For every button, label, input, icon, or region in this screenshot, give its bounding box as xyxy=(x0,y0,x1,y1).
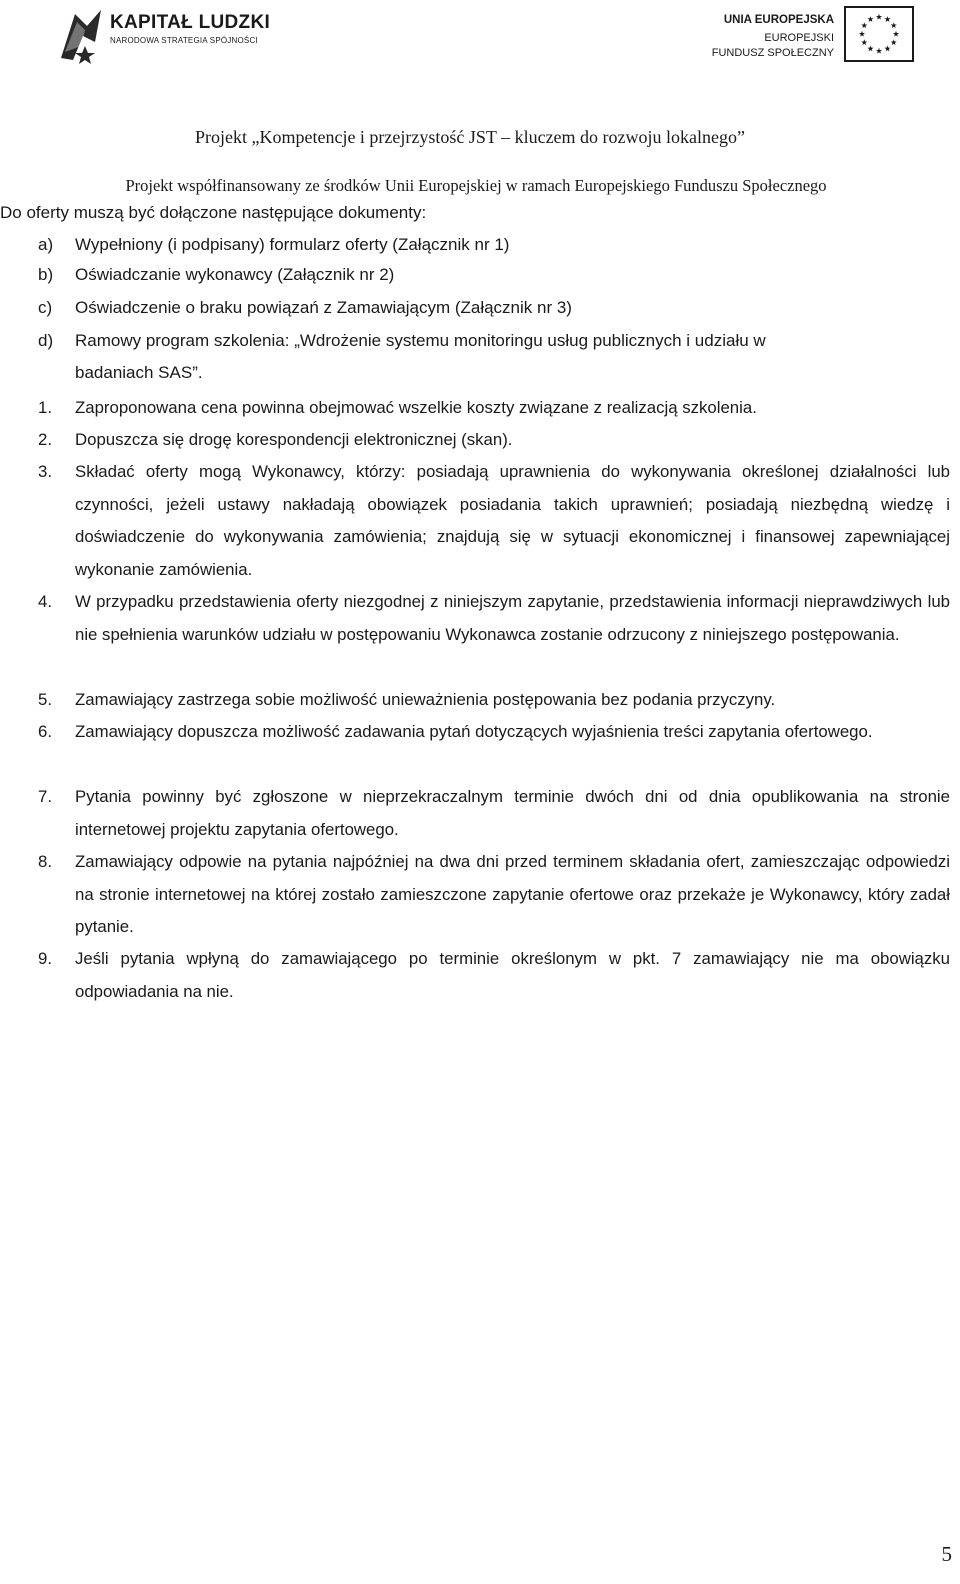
eu-logo-line2: EUROPEJSKI xyxy=(764,32,834,44)
numbered-item-1 xyxy=(38,392,950,425)
item-label: a) xyxy=(38,235,54,254)
page-number: 5 xyxy=(941,1542,952,1566)
item-number: 9. xyxy=(38,949,52,968)
numbered-item-2 xyxy=(38,424,950,457)
kapital-ludzki-title: KAPITAŁ LUDZKI xyxy=(110,12,271,33)
item-text: Pytania powinny być zgłoszone w nieprzekraczalnym terminie dwóch dni od dnia opublikowania na stronie internetowej projektu zapytania ofertowego. xyxy=(75,787,950,839)
kapital-ludzki-subtitle: NARODOWA STRATEGIA SPÓJNOŚCI xyxy=(110,36,258,45)
documents-intro: Do oferty muszą być dołączone następujące dokumenty: xyxy=(0,203,427,222)
numbered-item-8 xyxy=(38,846,950,944)
eu-flag-icon xyxy=(844,6,914,62)
item-text: Oświadczenie o braku powiązań z Zamawiającym (Załącznik nr 3) xyxy=(75,298,572,317)
numbered-item-7 xyxy=(38,781,950,846)
item-text: Dopuszcza się drogę korespondencji elektronicznej (skan). xyxy=(75,430,513,449)
item-text: W przypadku przedstawienia oferty niezgodnej z niniejszym zapytanie, przedstawienia informacji nieprawdziwych lub nie spełnienia warunków udziału w postępowaniu Wykonawca zostanie odrzucony z niniejszego postępowania. xyxy=(75,592,950,644)
project-title: Projekt „Kompetencje i przejrzystość JST – kluczem do rozwoju lokalnego” xyxy=(194,127,745,147)
item-number: 6. xyxy=(38,722,52,741)
document-item-c xyxy=(38,298,572,318)
item-number: 4. xyxy=(38,592,52,611)
item-number: 7. xyxy=(38,787,52,806)
numbered-item-3 xyxy=(38,456,950,586)
document-item-d xyxy=(38,331,766,351)
document-item-b xyxy=(38,265,394,285)
item-text: Składać oferty mogą Wykonawcy, którzy: posiadają uprawnienia do wykonywania określonej działalności lub czynności, jeżeli ustawy nakładają obowiązek posiadania takich uprawnień; posiadają niezbędną wiedzę i doświadczenie do wykonywania zamówienia; znajdują się w sytuacji ekonomicznej i finansowej zapewniającej wykonanie zamówienia. xyxy=(75,462,950,579)
project-funding-line: Projekt współfinansowany ze środków Unii Europejskiej w ramach Europejskiego Funduszu Społecznego xyxy=(125,176,827,195)
numbered-item-4 xyxy=(38,586,950,651)
numbered-item-6 xyxy=(38,716,950,749)
eu-logo xyxy=(700,6,920,64)
item-number: 8. xyxy=(38,852,52,871)
item-number: 5. xyxy=(38,690,52,709)
eu-logo-line3: FUNDUSZ SPOŁECZNY xyxy=(711,47,834,59)
numbered-item-5 xyxy=(38,684,950,717)
item-number: 3. xyxy=(38,462,52,481)
numbered-item-9 xyxy=(38,943,950,1008)
item-number: 2. xyxy=(38,430,52,449)
item-text: Oświadczanie wykonawcy (Załącznik nr 2) xyxy=(75,265,395,284)
kapital-ludzki-emblem-icon xyxy=(55,6,107,64)
item-text: Zamawiający odpowie na pytania najpóźniej na dwa dni przed terminem składania ofert, zamieszczając odpowiedzi na stronie internetowej na której zostało zamieszczone zapytanie ofertowe oraz przekaże je Wykonawcy, który zadał pytanie. xyxy=(75,852,950,936)
item-text: Wypełniony (i podpisany) formularz oferty (Załącznik nr 1) xyxy=(75,235,510,254)
item-number: 1. xyxy=(38,398,52,417)
eu-logo-line1: UNIA EUROPEJSKA xyxy=(723,14,834,26)
item-label: b) xyxy=(38,265,54,284)
item-text: Zamawiający zastrzega sobie możliwość unieważnienia postępowania bez podania przyczyny. xyxy=(75,690,776,709)
item-label: d) xyxy=(38,331,54,350)
item-text: Zamawiający dopuszcza możliwość zadawania pytań dotyczących wyjaśnienia treści zapytania ofertowego. xyxy=(75,722,873,741)
item-text: Ramowy program szkolenia: „Wdrożenie systemu monitoringu usług publicznych i udziału w xyxy=(75,331,766,350)
document-item-d-continuation: badaniach SAS”. xyxy=(75,363,203,382)
document-item-a xyxy=(38,235,509,255)
item-text: Zaproponowana cena powinna obejmować wszelkie koszty związane z realizacją szkolenia. xyxy=(75,398,757,417)
item-text: Jeśli pytania wpłyną do zamawiającego po terminie określonym w pkt. 7 zamawiający nie ma obowiązku odpowiadania na nie. xyxy=(75,949,950,1001)
item-label: c) xyxy=(38,298,53,317)
